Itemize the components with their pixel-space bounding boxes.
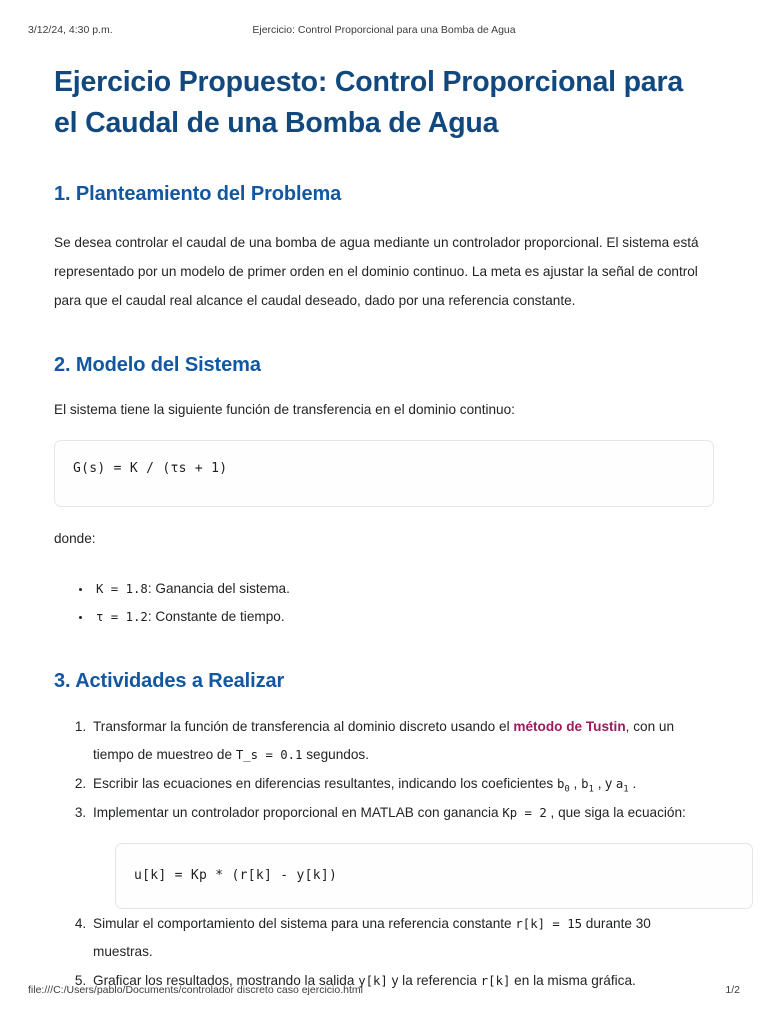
print-header <box>0 22 768 38</box>
code-block-transfer-function <box>54 440 714 507</box>
task-5-code-output: y[k] <box>358 974 388 988</box>
task-2-code-b0: $b_0$ <box>556 777 570 795</box>
code-text-transfer-function: G(s) = K / (τs + 1) <box>73 461 228 476</box>
task-5-sep-1: y la referencia <box>387 973 481 988</box>
task-2-sep-1: , <box>569 776 582 791</box>
section-heading-planteamiento: 1. Planteamiento del Problema <box>54 183 342 205</box>
list-item <box>92 575 714 603</box>
print-footer-file-path: file:///C:/Users/pablo/Documents/controlador discreto caso ejercicio.html <box>28 984 363 996</box>
section-paragraph-modelo: El sistema tiene la siguiente función de transferencia en el dominio continuo: <box>54 402 515 417</box>
task-3-text-after: , que siga la ecuación: <box>546 805 686 820</box>
task-2-code-b1: $b_1$ <box>581 777 594 795</box>
param-symbol-tau: τ = 1.2 <box>96 610 148 624</box>
task-1-text-middle: , con un tiempo de muestreo de <box>93 719 675 762</box>
task-4-code-reference: r[k] = 15 <box>515 917 583 931</box>
task-3-code-gain: Kp = 2 <box>502 806 547 820</box>
code-text-control-law: u[k] = Kp * (r[k] - y[k]) <box>134 868 338 883</box>
task-2-code-a1: $a_1$ <box>615 777 629 795</box>
task-list <box>54 713 714 995</box>
print-header-document-title: Ejercicio: Control Proporcional para una Bomba de Agua <box>252 24 516 36</box>
task-5-text-before: Graficar los resultados, mostrando la salida <box>93 973 359 988</box>
section-paragraph-planteamiento: Se desea controlar el caudal de una bomba de agua mediante un controlador proporcional. El sistema está representado por un modelo de primer orden en el dominio continuo. La meta es ajustar la señal de control para que el caudal real alcance el caudal deseado, dado por una referencia constante. <box>54 235 699 308</box>
donde-label: donde: <box>54 531 96 546</box>
section-heading-actividades: 3. Actividades a Realizar <box>54 670 285 692</box>
param-desc-tau: : Constante de tiempo. <box>147 609 285 624</box>
task-2-text-after: . <box>628 776 637 791</box>
section-heading-modelo: 2. Modelo del Sistema <box>54 354 261 376</box>
list-item <box>92 603 714 631</box>
document-body <box>54 52 714 996</box>
task-item-3 <box>90 799 714 909</box>
task-item-4 <box>90 910 714 966</box>
print-footer-page-indicator: 1/2 <box>725 984 740 996</box>
print-footer <box>0 982 768 998</box>
param-desc-k: : Ganancia del sistema. <box>147 581 290 596</box>
task-1-highlight-tustin: método de Tustin <box>513 719 626 734</box>
task-3-text-before: Implementar un controlador proporcional en MATLAB con ganancia <box>93 805 503 820</box>
page-title: Ejercicio Propuesto: Control Proporcional para el Caudal de una Bomba de Agua <box>54 66 683 139</box>
task-1-text-after: segundos. <box>302 747 369 762</box>
task-item-2 <box>90 770 714 798</box>
task-2-sep-2: , y <box>593 776 616 791</box>
code-block-control-law <box>115 843 753 909</box>
task-4-text-before: Simular el comportamiento del sistema para una referencia constante <box>93 916 516 931</box>
parameter-list <box>54 575 714 631</box>
task-5-text-after: en la misma gráfica. <box>510 973 636 988</box>
task-2-text-before: Escribir las ecuaciones en diferencias resultantes, indicando los coeficientes <box>93 776 557 791</box>
task-5-code-reference: r[k] <box>480 974 511 988</box>
task-4-text-after: durante 30 muestras. <box>93 916 651 959</box>
print-header-timestamp: 3/12/24, 4:30 p.m. <box>28 24 113 36</box>
param-symbol-k: K = 1.8 <box>96 582 148 596</box>
task-item-1 <box>90 713 714 769</box>
task-1-text-before: Transformar la función de transferencia al dominio discreto usando el <box>93 719 514 734</box>
task-1-code-sampling-time: T_s = 0.1 <box>235 748 303 762</box>
